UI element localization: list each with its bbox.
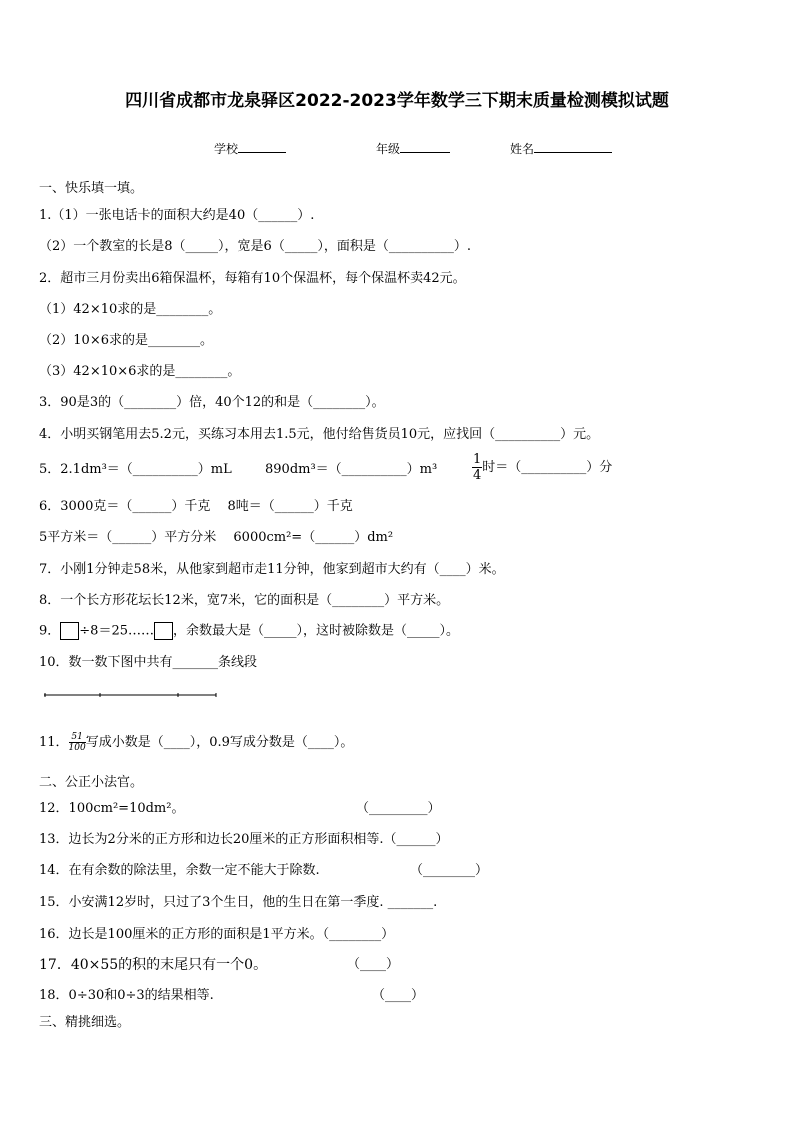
question-2a: （1）42×10求的是________。 <box>39 302 222 317</box>
question-4: 4．小明买钢笔用去5.2元，买练习本用去1.5元，他付给售货员10元，应找回（__________）元。 <box>39 427 600 442</box>
name-label: 姓名 <box>510 142 535 156</box>
section-2-heading: 二、公正小法官。 <box>39 775 144 790</box>
question-12-answer: （_________） <box>356 801 441 816</box>
dividend-box <box>60 622 79 640</box>
question-5c-text: 时＝（__________）分 <box>482 460 613 475</box>
question-2c: （3）42×10×6求的是________。 <box>39 364 241 379</box>
question-11-prefix: 11． <box>39 735 69 750</box>
question-8: 8．一个长方形花坛长12米，宽7米，它的面积是（________）平方米。 <box>39 593 450 608</box>
grade-label: 年级 <box>376 142 401 156</box>
question-5a: 5．2.1dm³＝（__________）mL <box>39 462 232 477</box>
fraction-denominator: 100 <box>68 743 86 753</box>
question-11-suffix: 写成小数是（____），0.9写成分数是（____）。 <box>85 735 354 750</box>
fraction-denominator: 4 <box>473 468 482 483</box>
school-field <box>214 140 286 157</box>
fraction-numerator: 51 <box>69 732 86 743</box>
question-6a: 6．3000克＝（______）千克 8吨＝（______）千克 <box>39 499 353 514</box>
question-17-answer: （____） <box>347 957 400 972</box>
name-blank <box>534 140 612 153</box>
question-12: 12．100cm²=10dm²。 <box>39 801 185 816</box>
question-9 <box>39 622 459 641</box>
name-field <box>510 140 612 157</box>
fraction-51-100 <box>69 732 86 753</box>
grade-field <box>376 140 450 157</box>
school-blank <box>238 140 286 153</box>
question-18: 18．0÷30和0÷3的结果相等. <box>39 988 214 1003</box>
question-1b: （2）一个教室的长是8（_____），宽是6（_____），面积是（__________）. <box>39 239 471 254</box>
line-segment-figure <box>44 690 218 700</box>
remainder-box <box>154 622 173 640</box>
question-7: 7．小刚1分钟走58米，从他家到超市走11分钟，他家到超市大约有（____）米。 <box>39 562 505 577</box>
question-6b: 5平方米＝（______）平方分米 6000cm²=（______）dm² <box>39 530 394 545</box>
question-16: 16．边长是100厘米的正方形的面积是1平方米。（________） <box>39 927 395 942</box>
question-2b: （2）10×6求的是________。 <box>39 333 213 348</box>
grade-blank <box>400 140 450 153</box>
section-1-heading: 一、快乐填一填。 <box>39 181 144 196</box>
section-3-heading: 三、精挑细选。 <box>39 1015 131 1030</box>
question-9-suffix: ，余数最大是（_____），这时被除数是（_____）。 <box>173 623 460 639</box>
question-2: 2．超市三月份卖出6箱保温杯，每箱有10个保温杯，每个保温杯卖42元。 <box>39 271 466 286</box>
fraction-numerator: 1 <box>473 452 482 467</box>
question-9-prefix: 9． <box>39 623 61 639</box>
fraction-one-quarter <box>472 452 482 483</box>
question-17: 17．40×55的积的末尾只有一个0。 <box>39 957 268 973</box>
question-15: 15．小安满12岁时，只过了3个生日，他的生日在第一季度. _______. <box>39 895 438 910</box>
question-14-answer: （________） <box>410 863 489 878</box>
page-title: 四川省成都市龙泉驿区2022-2023学年数学三下期末质量检测模拟试题 <box>125 91 669 111</box>
school-label: 学校 <box>214 142 239 156</box>
question-1a: 1.（1）一张电话卡的面积大约是40（______）. <box>39 208 315 223</box>
question-10: 10．数一数下图中共有_______条线段 <box>39 655 258 670</box>
question-11 <box>39 731 353 753</box>
question-13: 13．边长为2分米的正方形和边长20厘米的正方形面积相等.（______） <box>39 832 449 847</box>
question-9-mid: ÷8＝25…… <box>79 623 154 639</box>
question-14: 14．在有余数的除法里，余数一定不能大于除数. <box>39 863 320 878</box>
question-5b: 890dm³＝（__________）m³ <box>265 462 438 477</box>
question-18-answer: （____） <box>372 988 425 1003</box>
question-5c <box>472 452 612 483</box>
question-3: 3．90是3的（________）倍，40个12的和是（________）。 <box>39 395 385 410</box>
